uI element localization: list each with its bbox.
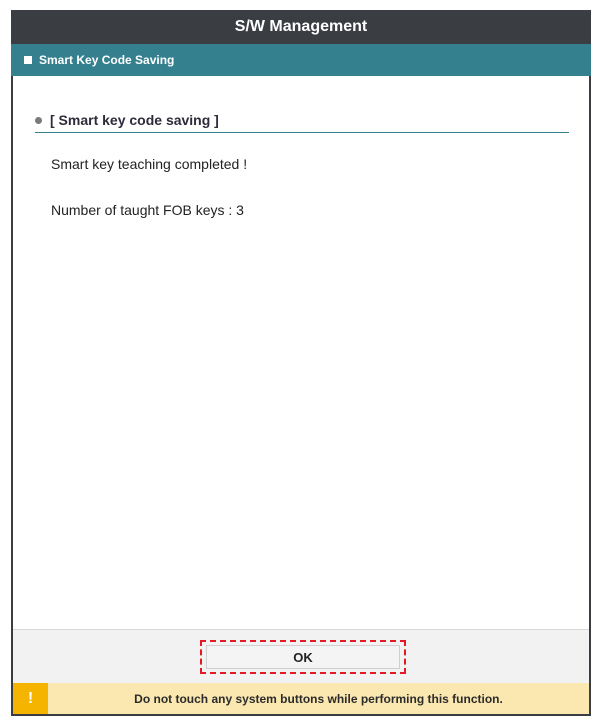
- ok-highlight: [200, 640, 406, 674]
- fob-count-message: Number of taught FOB keys : 3: [51, 202, 244, 218]
- app-window: [11, 10, 591, 716]
- content-panel: [13, 76, 589, 629]
- section-title: [ Smart key code saving ]: [50, 112, 219, 128]
- subheader-label: Smart Key Code Saving: [39, 53, 175, 67]
- ok-button[interactable]: OK: [206, 645, 400, 669]
- subheader-bar: [11, 44, 591, 76]
- warning-bar: [13, 683, 589, 714]
- window-title: S/W Management: [11, 10, 591, 44]
- square-icon: [24, 56, 32, 64]
- section-header: [35, 108, 569, 133]
- warning-text: Do not touch any system buttons while performing this function.: [134, 691, 503, 706]
- bullet-icon: [35, 117, 42, 124]
- warning-icon: !: [13, 683, 48, 714]
- completion-message: Smart key teaching completed !: [51, 156, 248, 172]
- footer-bar: [13, 629, 589, 684]
